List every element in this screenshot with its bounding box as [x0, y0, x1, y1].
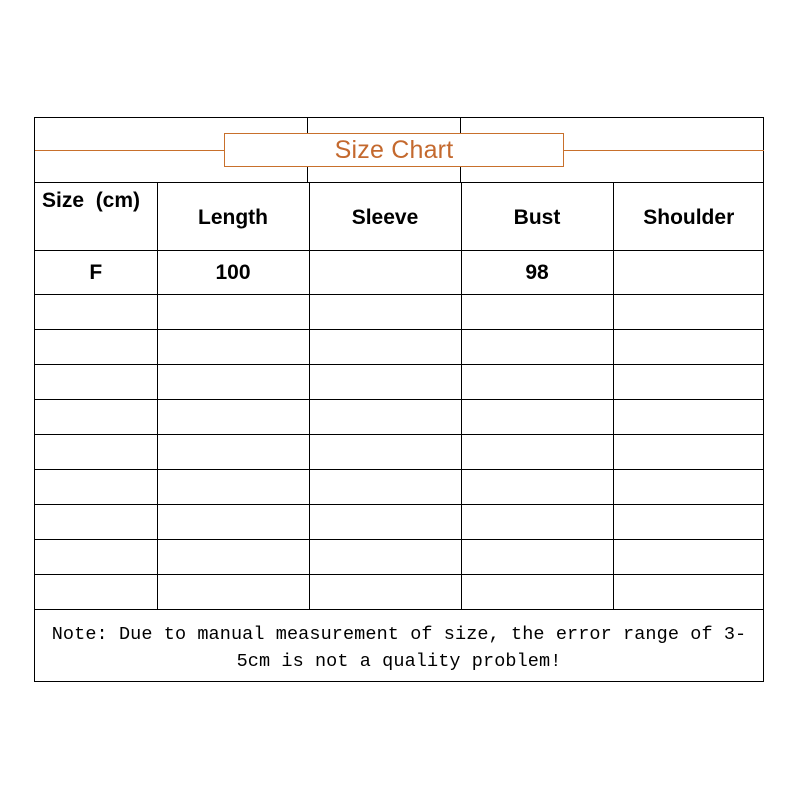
table-cell: [157, 365, 309, 400]
table-cell: [157, 295, 309, 330]
table-cell: [157, 575, 309, 610]
title-box: [224, 133, 564, 167]
table-row: [35, 251, 764, 295]
table-cell: [309, 251, 461, 295]
table-cell: [157, 470, 309, 505]
table-cell: [613, 505, 764, 540]
table-cell: [309, 330, 461, 365]
table-row: [35, 400, 764, 435]
table-cell: [461, 330, 613, 365]
table-cell: [157, 505, 309, 540]
table-cell: F: [35, 251, 157, 295]
size-table: [35, 182, 764, 610]
table-cell: [461, 295, 613, 330]
table-cell: [613, 330, 764, 365]
table-row: [35, 470, 764, 505]
table-cell: [613, 435, 764, 470]
table-cell: [309, 400, 461, 435]
table-row: [35, 435, 764, 470]
table-cell: [35, 540, 157, 575]
table-cell: [461, 575, 613, 610]
table-cell: [157, 400, 309, 435]
table-cell: [35, 295, 157, 330]
table-cell: [35, 365, 157, 400]
table-cell: [309, 575, 461, 610]
table-cell: [461, 505, 613, 540]
table-cell: 100: [157, 251, 309, 295]
title-band: [35, 118, 763, 182]
table-cell: [461, 540, 613, 575]
table-cell: [35, 575, 157, 610]
table-cell: [461, 435, 613, 470]
table-cell: [309, 540, 461, 575]
table-cell: [157, 330, 309, 365]
table-cell: [157, 435, 309, 470]
table-cell: [35, 470, 157, 505]
table-cell: [461, 365, 613, 400]
table-row: [35, 575, 764, 610]
title-rule-right: [563, 150, 764, 151]
chart-title: Size Chart: [334, 135, 454, 164]
table-row: [35, 505, 764, 540]
table-cell: [613, 251, 764, 295]
table-cell: [613, 295, 764, 330]
table-cell: [35, 400, 157, 435]
column-header-sleeve: Sleeve: [309, 183, 461, 251]
table-cell: [461, 400, 613, 435]
column-header-bust: Bust: [461, 183, 613, 251]
table-row: [35, 295, 764, 330]
table-cell: [613, 575, 764, 610]
table-cell: [309, 365, 461, 400]
table-cell: [157, 540, 309, 575]
table-row: [35, 365, 764, 400]
table-cell: [461, 470, 613, 505]
column-header-shoulder: Shoulder: [613, 183, 764, 251]
table-cell: [35, 330, 157, 365]
table-cell: [35, 435, 157, 470]
column-header-length: Length: [157, 183, 309, 251]
table-cell: [309, 435, 461, 470]
table-cell: [309, 505, 461, 540]
table-cell: [613, 400, 764, 435]
table-row: [35, 330, 764, 365]
measurement-note: Note: Due to manual measurement of size, the error range of 3-5cm is not a quality problem!: [51, 624, 747, 672]
table-cell: [309, 295, 461, 330]
table-cell: [309, 470, 461, 505]
table-cell: [613, 365, 764, 400]
table-cell: [613, 540, 764, 575]
title-rule-left: [35, 150, 225, 151]
column-header-size: Size (cm): [35, 183, 157, 251]
size-chart: [34, 117, 764, 682]
table-cell: [613, 470, 764, 505]
table-cell: 98: [461, 251, 613, 295]
table-cell: [35, 505, 157, 540]
header-row: [35, 183, 764, 251]
table-row: [35, 540, 764, 575]
